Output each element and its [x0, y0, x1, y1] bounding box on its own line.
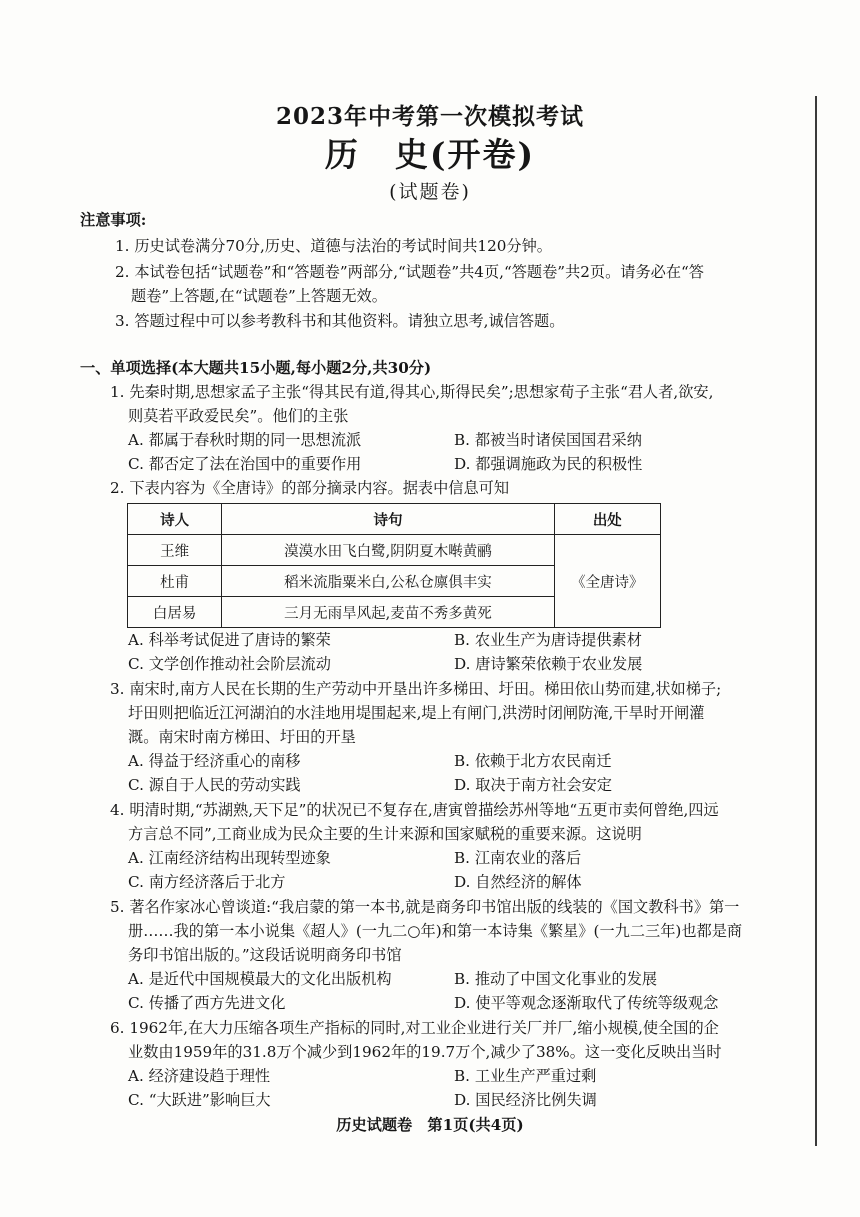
header-source: 出处 — [554, 504, 660, 535]
question-1-stem: 则莫若平政爱民矣”。他们的主张 — [128, 407, 349, 425]
section-heading: 一、单项选择(本大题共15小题,每小题2分,共30分) — [80, 359, 432, 377]
question-5-stem: 务印书馆出版的。”这段话说明商务印书馆 — [128, 946, 402, 964]
notes-heading: 注意事项: — [80, 211, 147, 229]
paper-label: (试题卷) — [389, 181, 471, 203]
option-b: B. 都被当时诸侯国国君采纳 — [454, 431, 642, 449]
option-c: C. 南方经济落后于北方 — [128, 873, 286, 891]
option-a: A. 得益于经济重心的南移 — [128, 752, 301, 770]
header-verse: 诗句 — [222, 504, 554, 535]
note-item: 题卷”上答题,在“试题卷”上答题无效。 — [131, 287, 387, 305]
option-a: A. 江南经济结构出现转型迹象 — [128, 849, 331, 867]
option-b: B. 农业生产为唐诗提供素材 — [454, 631, 642, 649]
option-d: D. 使平等观念逐渐取代了传统等级观念 — [454, 994, 719, 1012]
verse-cell: 稻米流脂粟米白,公私仓廪俱丰实 — [222, 566, 554, 597]
question-4-stem: 方言总不同”,工商业成为民众主要的生计来源和国家赋税的重要来源。这说明 — [128, 825, 642, 843]
page-footer: 历史试题卷 第1页(共4页) — [336, 1116, 524, 1134]
verse-cell: 漠漠水田飞白鹭,阴阴夏木啭黄鹂 — [222, 535, 554, 566]
option-a: A. 科举考试促进了唐诗的繁荣 — [128, 631, 331, 649]
poet-cell: 白居易 — [128, 597, 222, 628]
table-header-row — [128, 504, 661, 535]
question-6-stem: 6. 1962年,在大力压缩各项生产指标的同时,对工业企业进行关厂并厂,缩小规模,使全国的企 — [110, 1019, 719, 1037]
table-row — [128, 535, 661, 566]
exam-title: 2023年中考第一次模拟考试 — [275, 103, 584, 130]
question-5-stem: 册……我的第一本小说集《超人》(一九二○年)和第一本诗集《繁星》(一九二三年)也都是商 — [128, 922, 743, 940]
question-5-stem: 5. 著名作家冰心曾谈道:“我启蒙的第一本书,就是商务印书馆出版的线装的《国文教科书》第一 — [110, 898, 740, 916]
question-3-stem: 3. 南宋时,南方人民在长期的生产劳动中开垦出许多梯田、圩田。梯田依山势而建,状如梯子; — [110, 680, 722, 698]
note-item: 3. 答题过程中可以参考教科书和其他资料。请独立思考,诚信答题。 — [115, 312, 565, 330]
option-b: B. 江南农业的落后 — [454, 849, 582, 867]
question-3-stem: 溉。南宋时南方梯田、圩田的开垦 — [128, 728, 356, 746]
option-a: A. 都属于春秋时期的同一思想流派 — [128, 431, 362, 449]
option-a: A. 经济建设趋于理性 — [128, 1067, 271, 1085]
option-b: B. 工业生产严重过剩 — [454, 1067, 597, 1085]
option-d: D. 都强调施政为民的积极性 — [454, 455, 643, 473]
option-d: D. 国民经济比例失调 — [454, 1091, 597, 1109]
option-c: C. “大跃进”影响巨大 — [128, 1091, 271, 1109]
binding-line — [815, 96, 817, 1146]
header-poet: 诗人 — [128, 504, 222, 535]
poet-cell: 杜甫 — [128, 566, 222, 597]
option-c: C. 都否定了法在治国中的重要作用 — [128, 455, 362, 473]
question-2-stem: 2. 下表内容为《全唐诗》的部分摘录内容。据表中信息可知 — [110, 479, 510, 497]
verse-cell: 三月无雨旱风起,麦苗不秀多黄死 — [222, 597, 554, 628]
question-3-stem: 圩田则把临近江河湖泊的水洼地用堤围起来,堤上有闸门,洪涝时闭闸防淹,干旱时开闸灌 — [128, 704, 705, 722]
option-c: C. 传播了西方先进文化 — [128, 994, 286, 1012]
option-b: B. 推动了中国文化事业的发展 — [454, 970, 658, 988]
option-d: D. 自然经济的解体 — [454, 873, 582, 891]
question-6-stem: 业数由1959年的31.8万个减少到1962年的19.7万个,减少了38%。这一变化反映出当时 — [128, 1043, 722, 1061]
option-c: C. 文学创作推动社会阶层流动 — [128, 655, 331, 673]
note-item: 2. 本试卷包括“试题卷”和“答题卷”两部分,“试题卷”共4页,“答题卷”共2页。请务必在“答 — [115, 263, 704, 281]
option-d: D. 取决于南方社会安定 — [454, 776, 612, 794]
option-a: A. 是近代中国规模最大的文化出版机构 — [128, 970, 392, 988]
option-b: B. 依赖于北方农民南迁 — [454, 752, 612, 770]
poet-cell: 王维 — [128, 535, 222, 566]
note-item: 1. 历史试卷满分70分,历史、道德与法治的考试时间共120分钟。 — [115, 237, 552, 255]
question-4-stem: 4. 明清时期,“苏湖熟,天下足”的状况已不复存在,唐寅曾描绘苏州等地“五更市卖何曾绝,四远 — [110, 801, 719, 819]
subject-title: 历 史(开卷) — [324, 135, 536, 174]
question-1-stem: 1. 先秦时期,思想家孟子主张“得其民有道,得其心,斯得民矣”;思想家荀子主张“君人者,欲安, — [110, 383, 714, 401]
option-c: C. 源自于人民的劳动实践 — [128, 776, 301, 794]
source-cell: 《全唐诗》 — [554, 535, 660, 628]
option-d: D. 唐诗繁荣依赖于农业发展 — [454, 655, 643, 673]
poem-table — [127, 503, 661, 628]
